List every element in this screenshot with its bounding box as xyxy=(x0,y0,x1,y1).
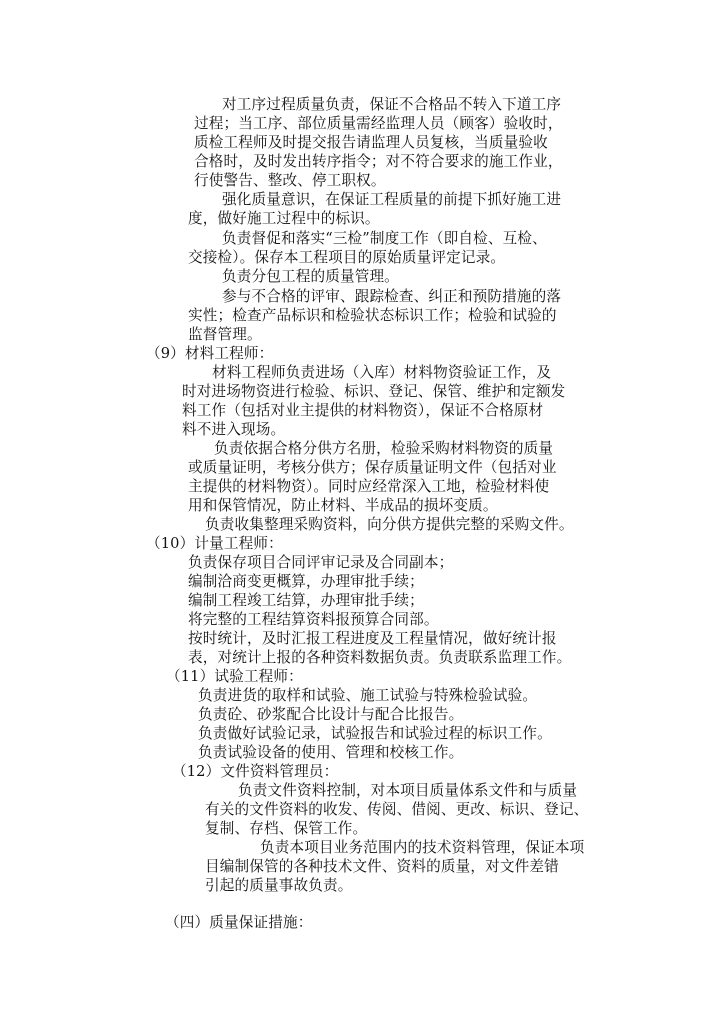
paragraph-line: 实性；检查产品标识和检验状态标识工作；检验和试验的 xyxy=(188,307,557,324)
paragraph-line: 复制、存档、保管工作。 xyxy=(205,820,368,837)
paragraph-line: 参与不合格的评审、跟踪检查、纠正和预防措施的落 xyxy=(222,288,562,305)
paragraph-line: 目编制保管的各种技术文件、资料的质量，对文件差错 xyxy=(205,858,559,875)
paragraph-line: 编制工程竣工结算，办理审批手续； xyxy=(188,592,424,609)
paragraph-line: 负责保存项目合同评审记录及合同副本； xyxy=(188,554,454,571)
paragraph-line: 时对进场物资进行检验、标识、登记、保管、维护和定额发 xyxy=(182,383,566,400)
paragraph-line: 强化质量意识，在保证工程质量的前提下抓好施工进 xyxy=(222,191,562,208)
paragraph-line: 度，做好施工过程中的标识。 xyxy=(188,210,380,227)
section-heading-test-engineer: （11）试验工程师： xyxy=(166,668,303,685)
paragraph-line: 材料工程师负责进场（入库）材料物资验证工作，及 xyxy=(212,364,552,381)
paragraph-line: 负责文件资料控制，对本项目质量体系文件和与质量 xyxy=(238,782,578,799)
paragraph-line: 负责本项目业务范围内的技术资料管理，保证本项 xyxy=(260,839,585,856)
paragraph-line: 负责收集整理采购资料，向分供方提供完整的采购文件。 xyxy=(205,516,574,533)
paragraph-line: 或质量证明，考核分供方；保存质量证明文件（包括对业 xyxy=(188,459,557,476)
section-heading-document-administrator: （12）文件资料管理员： xyxy=(172,763,339,780)
paragraph-line: 监督管理。 xyxy=(188,326,262,343)
section-heading-metering-engineer: （10）计量工程师： xyxy=(146,535,283,552)
paragraph-line: 交接检）。保存本工程项目的原始质量评定记录。 xyxy=(188,249,506,266)
paragraph-line: 按时统计，及时汇报工程进度及工程量情况，做好统计报 xyxy=(188,630,557,647)
paragraph-line: 有关的文件资料的收发、传阅、借阅、更改、标识、登记、 xyxy=(205,801,589,818)
paragraph-line: 行使警告、整改、停工职权。 xyxy=(194,172,386,189)
paragraph-line: 对工序过程质量负责，保证不合格品不转入下道工序 xyxy=(222,96,562,113)
paragraph-line: 负责分包工程的质量管理。 xyxy=(222,268,399,285)
paragraph-line: 料工作（包括对业主提供的材料物资），保证不合格原材 xyxy=(182,402,544,419)
paragraph-line: 负责砼、砂浆配合比设计与配合比报告。 xyxy=(198,706,464,723)
paragraph-line: 负责试验设备的使用、管理和校核工作。 xyxy=(198,744,464,761)
paragraph-line: 表，对统计上报的各种资料数据负责。负责联系监理工作。 xyxy=(188,649,572,666)
section-heading-quality-assurance: （四）质量保证措施： xyxy=(165,914,313,931)
paragraph-line: 将完整的工程结算资料报预算合同部。 xyxy=(188,611,439,628)
section-heading-material-engineer: （9）材料工程师： xyxy=(146,345,274,362)
paragraph-line: 质检工程师及时提交报告请监理人员复核，当质量验收 xyxy=(194,134,548,151)
paragraph-line: 负责依据合格分供方名册，检验采购材料物资的质量 xyxy=(214,440,554,457)
paragraph-line: 用和保管情况，防止材料、半成品的损坏变质。 xyxy=(188,497,498,514)
paragraph-line: 引起的质量事故负责。 xyxy=(205,877,353,894)
paragraph-line: 料不进入现场。 xyxy=(182,421,286,438)
paragraph-line: 负责进货的取样和试验、施工试验与特殊检验试验。 xyxy=(198,687,538,704)
paragraph-line: 过程；当工序、部位质量需经监理人员（顾客）验收时， xyxy=(194,115,563,132)
paragraph-line: 合格时，及时发出转序指令；对不符合要求的施工作业， xyxy=(194,153,563,170)
paragraph-line: 负责做好试验记录，试验报告和试验过程的标识工作。 xyxy=(198,725,552,742)
paragraph-line: 负责督促和落实“三检”制度工作（即自检、互检、 xyxy=(222,230,547,247)
paragraph-line: 主提供的材料物资）。同时应经常深入工地，检验材料使 xyxy=(188,478,550,495)
paragraph-line: 编制洽商变更概算，办理审批手续； xyxy=(188,573,424,590)
